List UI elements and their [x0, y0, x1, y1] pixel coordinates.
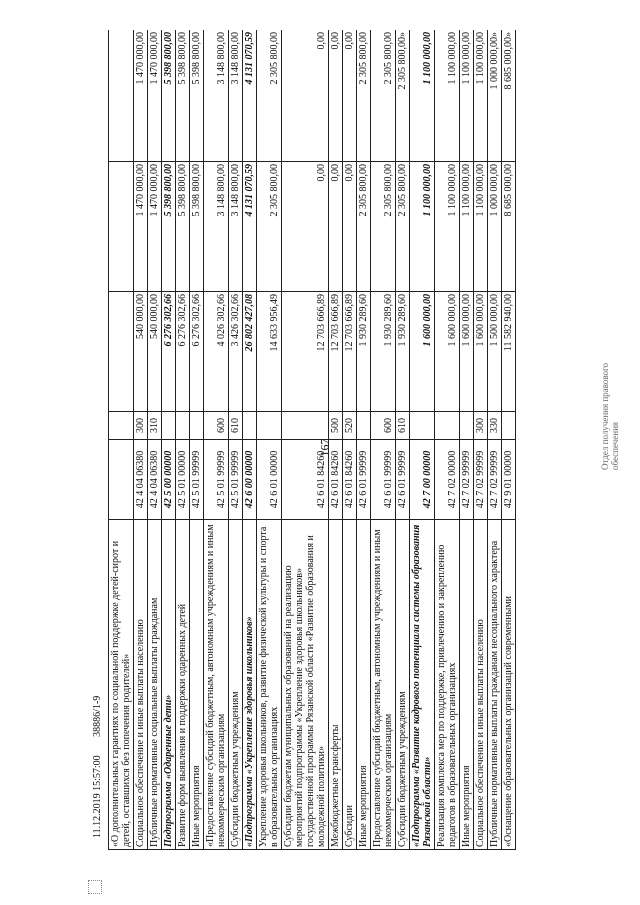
cell-sum-2: 5 398 800,00 [162, 162, 176, 292]
cell-vr [176, 412, 190, 440]
cell-sum-2: 2 305 800,00 [396, 162, 410, 292]
cell-sum-3 [109, 30, 134, 162]
cell-name: Подпрограмма «Одаренные дети» [162, 520, 176, 850]
cell-sum-2: 1 100 000,00 [435, 162, 460, 292]
cell-sum-3: 0,00 [329, 30, 343, 162]
cell-sum-3: 5 398 800,00 [190, 30, 204, 162]
cell-code: 42 6 00 00000 [243, 440, 257, 520]
table-row [204, 30, 229, 850]
cell-sum-3: 1 100 000,00 [474, 30, 488, 162]
cell-vr [460, 412, 474, 440]
receipt-stamp [600, 363, 620, 470]
stamp-line-1: Отдел получения правового [600, 362, 610, 470]
cell-sum-2: 1 470 000,00 [148, 162, 162, 292]
cell-sum-3: 5 398 800,00 [176, 30, 190, 162]
cell-sum-1: 540 000,00 [134, 292, 148, 412]
table-row [243, 30, 257, 850]
cell-code: 42 6 01 99999 [396, 440, 410, 520]
cell-vr [282, 412, 329, 440]
cell-sum-2: 3 148 800,00 [229, 162, 243, 292]
cell-sum-1: 540 000,00 [148, 292, 162, 412]
cell-sum-2: 1 100 000,00 [460, 162, 474, 292]
cell-vr [435, 412, 460, 440]
cell-vr: 610 [229, 412, 243, 440]
cell-name: Субсидии бюджетным учреждениям [229, 520, 243, 850]
cell-code: 42 4 04 06380 [148, 440, 162, 520]
cell-sum-1: 12 703 666,89 [329, 292, 343, 412]
cell-code: 42 7 02 00000 [435, 440, 460, 520]
cell-sum-1: 4 026 302,66 [204, 292, 229, 412]
cell-vr: 600 [371, 412, 396, 440]
budget-table-body [109, 30, 516, 850]
cell-sum-3: 2 305 800,00» [396, 30, 410, 162]
cell-sum-2: 1 100 000,00 [410, 162, 435, 292]
cell-code: 42 4 04 06380 [134, 440, 148, 520]
cell-sum-3: 2 305 800,00 [371, 30, 396, 162]
cell-vr: 300 [474, 412, 488, 440]
cell-sum-2: 2 305 800,00 [371, 162, 396, 292]
table-row [410, 30, 435, 850]
table-row [371, 30, 396, 850]
cell-name: «О дополнительных гарантиях по социальной поддержке детей-сирот и детей, оставшихся без попечения родителей» [109, 520, 134, 850]
cell-vr: 600 [204, 412, 229, 440]
table-row [162, 30, 176, 850]
cell-name: Субсидии бюджетным учреждениям [396, 520, 410, 850]
cell-vr: 610 [396, 412, 410, 440]
cell-vr [109, 412, 134, 440]
cell-sum-3: 1 470 000,00 [134, 30, 148, 162]
cell-sum-2: 5 398 800,00 [190, 162, 204, 292]
cell-sum-2: 1 100 000,00 [474, 162, 488, 292]
cell-sum-1: 1 930 289,60 [371, 292, 396, 412]
cell-sum-1: 26 802 427,08 [243, 292, 257, 412]
cell-sum-3: 5 398 800,00 [162, 30, 176, 162]
cell-sum-3: 1 000 000,00» [488, 30, 502, 162]
table-row [460, 30, 474, 850]
table-row [176, 30, 190, 850]
table-row [488, 30, 502, 850]
budget-table [108, 30, 516, 850]
cell-vr [357, 412, 371, 440]
cell-sum-1: 1 600 000,00 [410, 292, 435, 412]
cell-sum-1: 14 633 956,49 [257, 292, 282, 412]
rotated-table [108, 30, 592, 850]
cell-sum-2: 8 685 000,00 [502, 162, 516, 292]
cell-sum-2: 2 305 800,00 [257, 162, 282, 292]
cell-code: 42 7 02 99999 [474, 440, 488, 520]
stamp-line-2: обеспечения [610, 421, 620, 470]
cell-vr [162, 412, 176, 440]
table-row [343, 30, 357, 850]
cell-sum-3: 1 100 000,00 [410, 30, 435, 162]
table-row [435, 30, 460, 850]
cell-code [109, 440, 134, 520]
cell-sum-2: 1 000 000,00 [488, 162, 502, 292]
cell-code: 42 6 01 99999 [371, 440, 396, 520]
cell-name: «Предоставление субсидий бюджетным, автономным учреждениям и иным некоммерческим организациям [204, 520, 229, 850]
cell-sum-1: 1 600 000,00 [474, 292, 488, 412]
cell-name: Социальное обеспечение и иные выплаты населению [134, 520, 148, 850]
cell-vr: 330 [488, 412, 502, 440]
table-row [396, 30, 410, 850]
cell-sum-1 [109, 292, 134, 412]
footer-doc-id: 38886/1-9 [92, 695, 103, 737]
cell-name: Предоставление субсидий бюджетным, автономным учреждениям и иным некоммерческим организациям [371, 520, 396, 850]
cell-name: Укрепление здоровья школьников, развитие физической культуры и спорта в образовательных организациях [257, 520, 282, 850]
cell-vr: 500 [329, 412, 343, 440]
cell-vr [257, 412, 282, 440]
cell-sum-1: 12 703 666,89 [343, 292, 357, 412]
cell-sum-3: 0,00 [282, 30, 329, 162]
cell-sum-3: 4 131 070,59 [243, 30, 257, 162]
scan-corner-mark [88, 880, 102, 894]
cell-sum-1: 1 600 000,00 [460, 292, 474, 412]
cell-code: 42 5 01 00000 [176, 440, 190, 520]
cell-vr [410, 412, 435, 440]
cell-sum-2: 2 305 800,00 [357, 162, 371, 292]
cell-sum-1: 1 500 000,00 [488, 292, 502, 412]
cell-sum-3: 1 100 000,00 [460, 30, 474, 162]
cell-name: Межбюджетные трансферты [329, 520, 343, 850]
cell-name: Реализация комплекса мер по поддержке, привлечению и закреплению педагогов в образовательных организациях [435, 520, 460, 850]
cell-code: 42 7 00 00000 [410, 440, 435, 520]
cell-sum-2: 0,00 [329, 162, 343, 292]
cell-sum-3: 3 148 800,00 [204, 30, 229, 162]
cell-code: 42 5 01 99999 [229, 440, 243, 520]
cell-sum-2: 0,00 [343, 162, 357, 292]
cell-sum-3: 0,00 [343, 30, 357, 162]
cell-name: Публичные нормативные выплаты гражданам несоциального характера [488, 520, 502, 850]
cell-sum-2: 3 148 800,00 [204, 162, 229, 292]
cell-vr [190, 412, 204, 440]
table-row [329, 30, 343, 850]
cell-code: 42 7 02 99999 [460, 440, 474, 520]
cell-sum-3: 2 305 800,00 [357, 30, 371, 162]
cell-name: Развитие форм выявления и поддержки одаренных детей [176, 520, 190, 850]
cell-name: Иные мероприятия [190, 520, 204, 850]
cell-code: 42 5 00 00000 [162, 440, 176, 520]
cell-vr: 520 [343, 412, 357, 440]
cell-sum-1: 6 276 302,66 [162, 292, 176, 412]
table-row [282, 30, 329, 850]
table-row [229, 30, 243, 850]
cell-sum-1: 6 276 302,66 [190, 292, 204, 412]
footer [92, 680, 103, 838]
cell-code: 42 6 01 84260 [329, 440, 343, 520]
cell-sum-3: 8 685 000,00» [502, 30, 516, 162]
cell-vr: 300 [134, 412, 148, 440]
cell-vr [243, 412, 257, 440]
cell-sum-1: 12 703 666,89 [282, 292, 329, 412]
cell-name: Субсидии [343, 520, 357, 850]
table-row [257, 30, 282, 850]
table-row [134, 30, 148, 850]
footer-timestamp: 11.12.2019 15:57:00 [92, 755, 103, 838]
cell-sum-1: 6 276 302,66 [176, 292, 190, 412]
cell-name: Субсидии бюджетам муниципальных образований на реализацию мероприятий подпрограммы «Укрепление здоровья школьников» государственной программы Рязанской области «Развитие образования и молодежной политики» [282, 520, 329, 850]
cell-name: Публичные нормативные социальные выплаты гражданам [148, 520, 162, 850]
table-row [474, 30, 488, 850]
cell-code: 42 6 01 00000 [257, 440, 282, 520]
cell-name: «Оснащение образовательных организаций современными [502, 520, 516, 850]
cell-name: «Подпрограмма «Укрепление здоровья школьников» [243, 520, 257, 850]
cell-sum-2: 5 398 800,00 [176, 162, 190, 292]
table-row [109, 30, 134, 850]
table-row [357, 30, 371, 850]
table-row [502, 30, 516, 850]
cell-name: «Подпрограмма «Развитие кадрового потенциала системы образования Рязанской области» [410, 520, 435, 850]
cell-sum-3: 3 148 800,00 [229, 30, 243, 162]
cell-sum-2: 4 131 070,59 [243, 162, 257, 292]
cell-sum-2: 1 470 000,00 [134, 162, 148, 292]
cell-name: Иные мероприятия [357, 520, 371, 850]
cell-sum-3: 1 470 000,00 [148, 30, 162, 162]
cell-vr [502, 412, 516, 440]
cell-sum-1: 1 930 289,60 [357, 292, 371, 412]
table-row [148, 30, 162, 850]
cell-code: 42 7 02 99999 [488, 440, 502, 520]
cell-code: 42 6 01 84260 [282, 440, 329, 520]
cell-sum-3: 1 100 000,00 [435, 30, 460, 162]
cell-sum-1: 3 426 302,66 [229, 292, 243, 412]
cell-name: Иные мероприятия [460, 520, 474, 850]
cell-code: 42 6 01 99999 [357, 440, 371, 520]
cell-sum-2: 0,00 [282, 162, 329, 292]
cell-vr: 310 [148, 412, 162, 440]
budget-table-region [108, 30, 592, 850]
cell-sum-3: 2 305 800,00 [257, 30, 282, 162]
cell-sum-1: 1 600 000,00 [435, 292, 460, 412]
cell-sum-1: 11 582 940,00 [502, 292, 516, 412]
table-row [190, 30, 204, 850]
cell-code: 42 5 01 99999 [204, 440, 229, 520]
cell-code: 42 5 01 99999 [190, 440, 204, 520]
cell-name: Социальное обеспечение и иные выплаты населению [474, 520, 488, 850]
cell-sum-2 [109, 162, 134, 292]
cell-code: 42 9 01 00000 [502, 440, 516, 520]
page-number: 167 [317, 438, 332, 457]
cell-code: 42 6 01 84260 [343, 440, 357, 520]
cell-sum-1: 1 930 289,60 [396, 292, 410, 412]
